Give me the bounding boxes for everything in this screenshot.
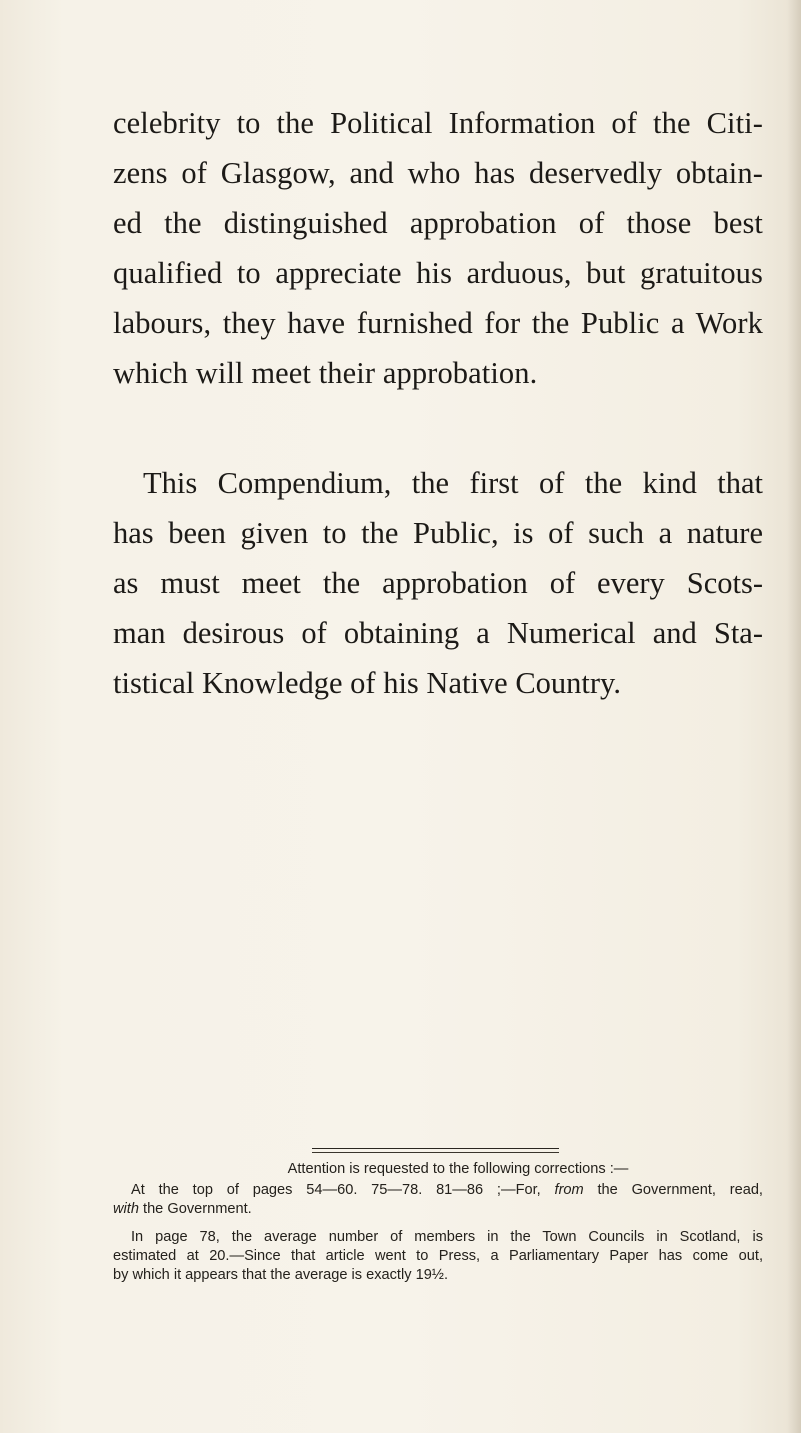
errata-note-1-text: At the top of pages 54—60. 75—78. 81—86 ;—For, xyxy=(131,1182,541,1198)
paragraph-2-line: man desirous of obtaining a Numerical and Sta- xyxy=(113,616,763,650)
page-edge-shadow xyxy=(787,0,801,1433)
paragraph-1-line: ed the distinguished approbation of those best xyxy=(113,206,763,240)
errata-note-1-line-1 xyxy=(113,1181,763,1200)
errata-note-1-text-2: the Government. xyxy=(143,1201,252,1217)
errata-notes xyxy=(113,1160,763,1285)
paragraph-1-line: celebrity to the Political Information of the Citi- xyxy=(113,106,763,140)
paragraph-2-line: This Compendium, the first of the kind that xyxy=(143,466,763,500)
paragraph-2-line: as must meet the approbation of every Scots- xyxy=(113,566,763,600)
errata-note-2-line: estimated at 20.—Since that article went to Press, a Parliamentary Paper has come out, xyxy=(113,1248,763,1264)
errata-note-1-text-end: the Government, read, xyxy=(597,1182,763,1198)
paragraph-2-line: tistical Knowledge of his Native Country. xyxy=(113,666,621,700)
errata-note-1-italic: from xyxy=(554,1182,584,1198)
errata-note-2-line: by which it appears that the average is exactly 19½. xyxy=(113,1267,449,1283)
paragraph-1 xyxy=(113,98,763,398)
separator-rule xyxy=(312,1148,559,1149)
errata-heading: Attention is requested to the following corrections :— xyxy=(287,1161,629,1177)
paragraph-2-line: has been given to the Public, is of such a nature xyxy=(113,516,763,550)
errata-note-1-italic-2: with xyxy=(113,1201,139,1217)
paragraph-1-line: zens of Glasgow, and who has deservedly obtain- xyxy=(113,156,763,190)
paragraph-1-line: labours, they have furnished for the Public a Work xyxy=(113,306,763,340)
separator-rule-thin xyxy=(312,1152,559,1153)
errata-note-1-line-2 xyxy=(113,1200,763,1219)
paragraph-1-line: which will meet their approbation. xyxy=(113,356,538,390)
errata-note-2-line: In page 78, the average number of members in the Town Councils in Scotland, is xyxy=(131,1229,763,1245)
paragraph-2 xyxy=(113,458,763,708)
paragraph-1-line: qualified to appreciate his arduous, but gratuitous xyxy=(113,256,763,290)
